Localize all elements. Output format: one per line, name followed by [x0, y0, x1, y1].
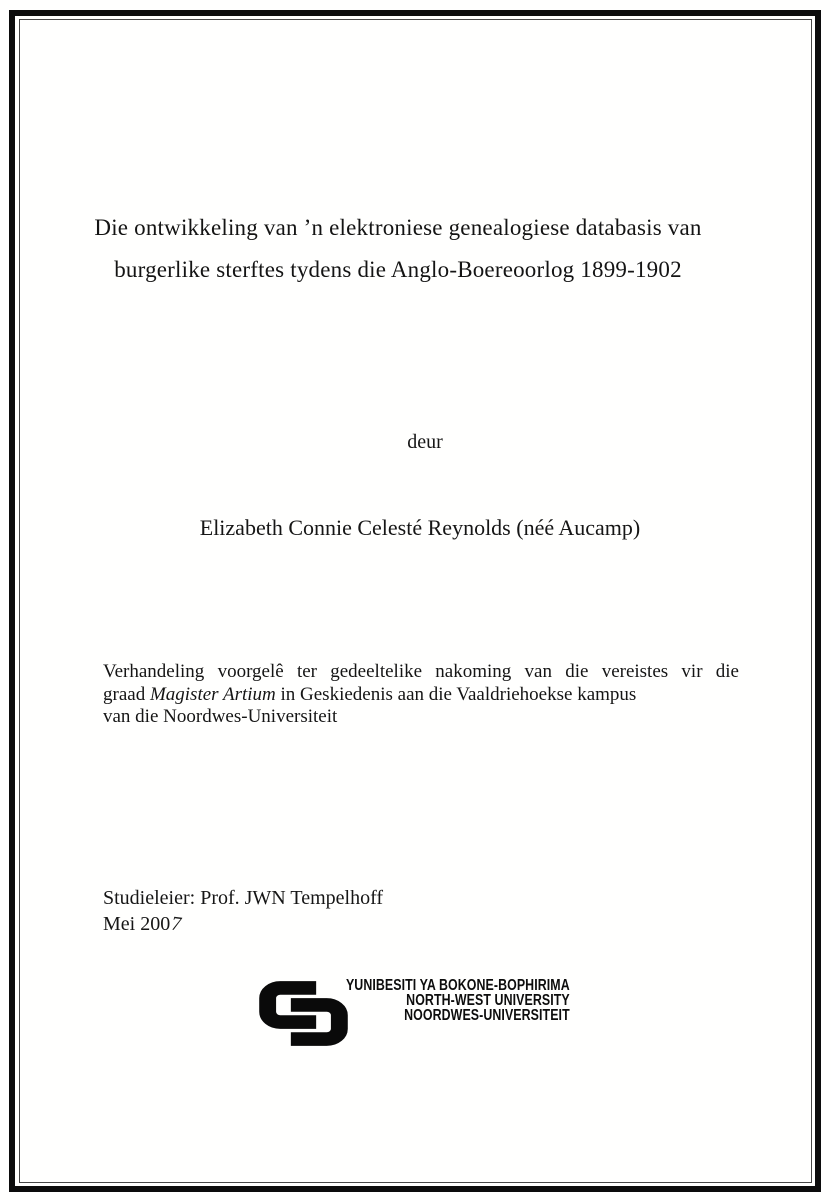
date-last-digit: 7 [169, 912, 184, 936]
thesis-title [68, 207, 728, 291]
nwu-logo-icon [255, 976, 352, 1051]
submission-line2 [103, 684, 739, 707]
submission-statement [103, 661, 739, 729]
author-name: Elizabeth Connie Celesté Reynolds (néé Aucamp) [199, 515, 641, 540]
submission-line3: van die Noordwes-Universiteit [103, 706, 338, 727]
submission-line1: Verhandeling voorgelê ter gedeeltelike nakoming van die vereistes vir die [103, 661, 739, 682]
university-logo-text [346, 979, 570, 1023]
submission-line2-suffix: in Geskiedenis aan die Vaaldriehoekse kampus [275, 683, 637, 705]
thesis-title-line1: Die ontwikkeling van ’n elektroniese genealogiese databasis van [94, 215, 702, 240]
logo-line-setswana: YUNIBESITI YA BOKONE-BOPHIRIMA [346, 977, 570, 994]
supervisor-line: Studieleier: Prof. JWN Tempelhoff [103, 887, 384, 909]
logo-line-afrikaans: NOORDWES-UNIVERSITEIT [404, 1006, 570, 1024]
logo-line-english: NORTH-WEST UNIVERSITY [406, 991, 570, 1009]
supervisor-and-date [103, 886, 383, 937]
degree-name-italic: Magister Artium [149, 683, 276, 705]
date-prefix: Mei 200 [103, 912, 171, 935]
date-line [103, 912, 383, 938]
submission-line2-prefix: graad [103, 683, 150, 705]
thesis-title-line2: burgerlike sterftes tydens die Anglo-Boereoorlog 1899-1902 [114, 257, 682, 282]
byline-label: deur [407, 431, 443, 453]
